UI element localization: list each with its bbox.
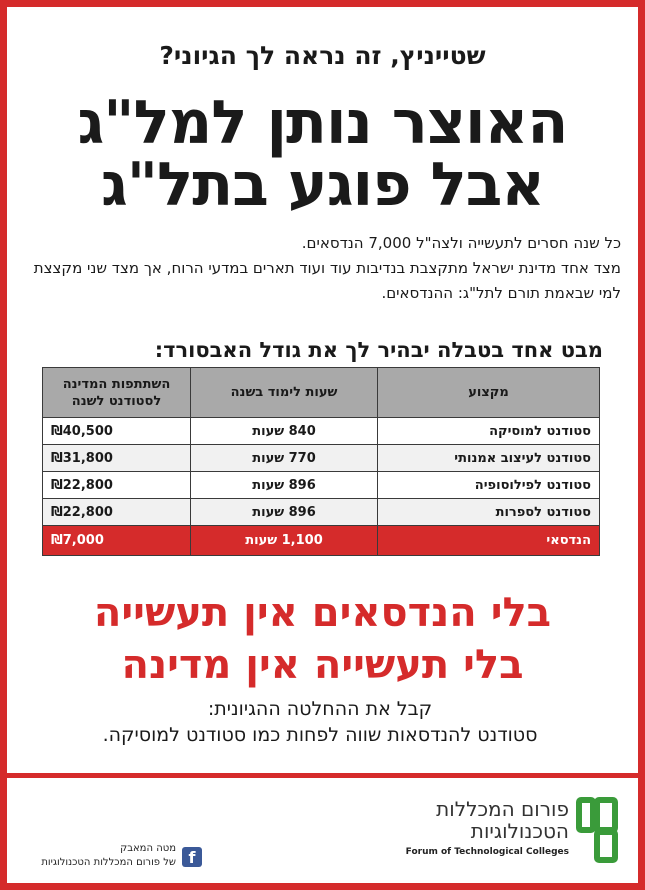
cell-contribution: ₪22,800	[43, 472, 191, 499]
facebook-text	[22, 842, 176, 870]
slogan-line-2: בלי תעשייה אין מדינה	[121, 642, 524, 688]
subtitle: שטייניץ, זה נראה לך הגיוני?	[159, 41, 486, 70]
cell-hours: 896 שעות	[191, 472, 378, 499]
logo-line-1: פורום המכללות	[436, 797, 569, 821]
forum-logo-text	[369, 798, 569, 857]
header-contribution: השתתפות המדינה לסטודנט לשנה	[43, 368, 191, 418]
cell-hours: 896 שעות	[191, 499, 378, 526]
decision-line-2: סטודנט להנדסאות שווה לפחות כמו סטודנט למוסיקה.	[102, 724, 538, 746]
intro-line-1: כל שנה חסרים לתעשייה ולצה"ל 7,000 הנדסאים.	[301, 234, 621, 252]
table-row	[43, 418, 600, 445]
table-row	[43, 499, 600, 526]
slogan-line-1: בלי הנדסאים אין תעשייה	[93, 590, 552, 636]
headline-line-2: אבל פוגע בתל"ג	[100, 150, 545, 220]
fb-line-1: מטה המאבק	[120, 843, 176, 854]
logo-line-2: הטכנולוגיות	[470, 819, 569, 843]
logo-english: Forum of Technological Colleges	[405, 847, 569, 857]
table-title: מבט אחד בטבלה יבהיר לך את גודל האבסורד:	[154, 338, 603, 362]
decision-text	[40, 696, 600, 748]
cell-profession: הנדסאי	[378, 526, 600, 556]
cell-profession: סטודנט לספרות	[378, 499, 600, 526]
decision-line-1: קבל את ההחלטה ההגיונית:	[207, 698, 433, 720]
forum-logo	[369, 796, 619, 866]
intro-line-2: מצד אחד מדינת ישראל מתקצבת בנדיבות עוד ועוד תארים במדעי הרוח, אך מצד שני מקצצת למי שבאמת תורם לתל"ג: ההנדסאים.	[33, 259, 621, 302]
facebook-icon[interactable]: f	[182, 847, 202, 867]
headline-line-1: האוצר נותן למל"ג	[77, 88, 568, 158]
intro-text	[18, 231, 621, 306]
cell-contribution: ₪40,500	[43, 418, 191, 445]
facebook-link[interactable]	[22, 842, 222, 872]
cell-profession: סטודנט לעיצוב אמנותי	[378, 445, 600, 472]
cell-hours: 840 שעות	[191, 418, 378, 445]
footer-divider	[0, 773, 645, 778]
fb-line-2: של פורום המכללות הטכנולוגיות	[41, 857, 176, 868]
forum-logo-icon	[575, 796, 619, 864]
header-hours: שעות לימוד בשנה	[191, 368, 378, 418]
cell-hours: 1,100 שעות	[191, 526, 378, 556]
table-header-row	[43, 368, 600, 418]
table-row	[43, 472, 600, 499]
cell-profession: סטודנט לפילוסופיה	[378, 472, 600, 499]
headline	[20, 88, 625, 220]
header-profession: מקצוע	[378, 368, 600, 418]
cell-contribution: ₪22,800	[43, 499, 191, 526]
comparison-table	[42, 367, 600, 556]
cell-profession: סטודנט למוסיקה	[378, 418, 600, 445]
cell-contribution: ₪7,000	[43, 526, 191, 556]
slogan	[20, 587, 625, 691]
cell-hours: 770 שעות	[191, 445, 378, 472]
cell-contribution: ₪31,800	[43, 445, 191, 472]
table-row-highlight	[43, 526, 600, 556]
table-row	[43, 445, 600, 472]
